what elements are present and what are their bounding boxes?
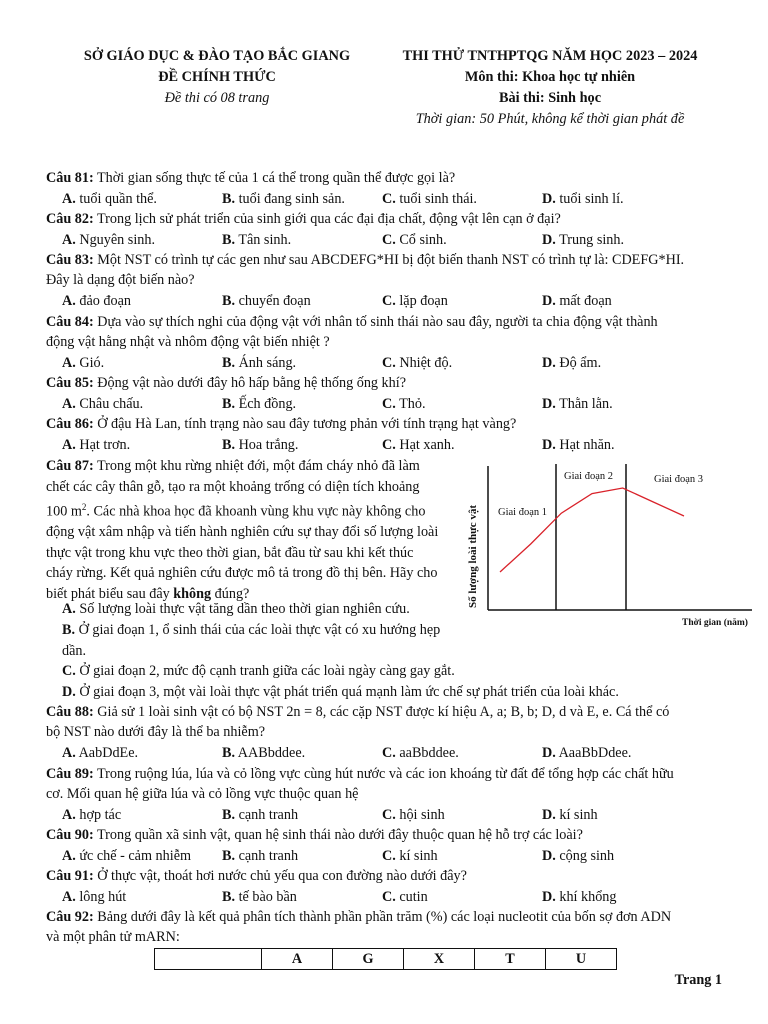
question-92-line2: và một phân tử mARN: <box>46 929 180 945</box>
question-81 <box>46 168 736 189</box>
header-right <box>370 46 730 130</box>
question-87: Câu 87: Trong một khu rừng nhiệt đới, một đám cháy nhỏ đã làm chết các cây thân gỗ, tạo ra một khoảng trống có diện tích khoảng 100 $m^2$. Các nhà khoa học đã khoanh vùng khu vực này không cho động vật xâm nhập và tiến hành nghiên cứu sự thay đổi số lượng loài thực vật trong khu vực theo thời gian, bắt đầu từ sau khi kết thúc cháy rừng. Kết quả nghiên cứu được mô tả trong đồ thị bên. Hãy cho biết phát biểu sau đây không đúng? <box>46 458 439 602</box>
option-d: D. khí khổng <box>542 889 617 905</box>
question-92: Câu 92: Bảng dưới đây là kết quả phân tích thành phần phần trăm (%) các loại nucleotit của bốn sợ đơn ADN <box>46 909 672 925</box>
question-89-line2: cơ. Mối quan hệ giữa lúa và cỏ lồng vực thuộc quan hệ <box>46 786 359 802</box>
table-header-cell: A <box>262 949 333 970</box>
option-b: B. tuổi đang sinh sản. <box>222 191 345 207</box>
table-header-cell: U <box>546 949 617 970</box>
y-axis-label: Số lượng loài thực vật <box>467 504 479 608</box>
option-a: A. Hạt trơn. <box>62 437 131 453</box>
table-header-row <box>155 949 617 970</box>
option-c: C. Nhiệt độ. <box>382 355 453 371</box>
option-d: D. cộng sinh <box>542 848 615 864</box>
official-label: ĐỀ CHÍNH THỨC <box>158 69 276 85</box>
option-a: A. đảo đoạn <box>62 293 131 309</box>
option-87-a: A. Số lượng loài thực vật tăng dần theo thời gian nghiên cứu. <box>62 601 410 617</box>
question-82: Câu 82: Trong lịch sử phát triển của sinh giới qua các đại địa chất, động vật lên cạn ở đại? <box>46 211 561 227</box>
question-83-line2: Đây là dạng đột biến nào? <box>46 272 195 288</box>
option-d: D. Trung sinh. <box>542 232 625 248</box>
question-88-line2: bộ NST nào dưới đây là thể ba nhiễm? <box>46 724 266 740</box>
option-d: D. kí sinh <box>542 807 598 823</box>
stage-2-label: Giai đoạn 2 <box>564 471 613 482</box>
test-name: Bài thi: Sinh học <box>498 90 602 106</box>
option-a: A. Châu chấu. <box>62 396 144 412</box>
options-84 <box>62 353 742 373</box>
option-d: D. mất đoạn <box>542 293 612 309</box>
stage-3-label: Giai đoạn 3 <box>654 474 703 485</box>
option-a: A. lông hút <box>62 889 127 905</box>
table-header-cell <box>155 949 262 970</box>
option-c: C. cutin <box>382 889 428 905</box>
table-header-cell: T <box>475 949 546 970</box>
option-a: A. hợp tác <box>62 807 122 823</box>
department-name: SỞ GIÁO DỤC & ĐÀO TẠO BẮC GIANG <box>83 48 351 64</box>
option-a: A. AabDdEe. <box>62 745 139 761</box>
option-b: B. cạnh tranh <box>222 807 299 823</box>
question-86: Câu 86: Ở đậu Hà Lan, tính trạng nào sau đây tương phản với tính trạng hạt vàng? <box>46 416 517 432</box>
nucleotide-table <box>154 948 617 970</box>
exam-title: THI THỬ TNTHPTQG NĂM HỌC 2023 – 2024 <box>402 48 698 64</box>
question-text: Thời gian sống thực tế của 1 cá thể trong quần thể được gọi là? <box>93 170 456 186</box>
question-84: Câu 84: Dựa vào sự thích nghi của động vật với nhân tố sinh thái nào sau đây, người ta chia động vật thành <box>46 314 658 330</box>
option-c: C. lặp đoạn <box>382 293 448 309</box>
option-c: C. kí sinh <box>382 848 438 864</box>
question-label: Câu 81: <box>46 170 94 186</box>
header-left <box>42 46 392 109</box>
question-85: Câu 85: Động vật nào dưới đây hô hấp bằng hệ thống ống khí? <box>46 375 406 391</box>
option-a: A. tuổi quần thể. <box>62 191 157 207</box>
option-b: B. chuyển đoạn <box>222 293 311 309</box>
page-number: Trang 1 <box>674 972 722 988</box>
option-b: B. cạnh tranh <box>222 848 299 864</box>
option-c: C. Cổ sinh. <box>382 232 447 248</box>
question-88: Câu 88: Giả sử 1 loài sinh vật có bộ NST 2n = 8, các cặp NST được kí hiệu A, a; B, b; D, d và E, e. Cá thể có <box>46 704 670 720</box>
question-84-line2: động vật hằng nhật và nhôm động vật biến nhiệt ? <box>46 334 330 350</box>
options-83 <box>62 291 742 311</box>
option-b: B. Ánh sáng. <box>222 355 297 371</box>
option-87-c: C. Ở giai đoạn 2, mức độ cạnh tranh giữa các loài ngày càng gay gắt. <box>62 663 455 679</box>
option-87-d: D. Ở giai đoạn 3, một vài loài thực vật phát triển quá mạnh làm ức chế sự phát triển của loài khác. <box>62 684 619 700</box>
question-91: Câu 91: Ở thực vật, thoát hơi nước chủ yếu qua con đường nào dưới đây? <box>46 868 467 884</box>
option-a: A. Nguyên sinh. <box>62 232 156 248</box>
option-c: C. Thỏ. <box>382 396 426 412</box>
option-a: A. ức chế - cảm nhiễm <box>62 848 192 864</box>
options-81 <box>62 189 742 209</box>
option-d: D. AaaBbDdee. <box>542 745 632 761</box>
time-limit: Thời gian: 50 Phút, không kể thời gian phát đề <box>415 111 685 127</box>
species-chart <box>460 458 760 630</box>
options-90 <box>62 846 742 866</box>
option-b: B. Hoa trắng. <box>222 437 299 453</box>
option-b: B. tế bào bần <box>222 889 297 905</box>
option-c: C. tuổi sinh thái. <box>382 191 477 207</box>
option-b: B. Ếch đồng. <box>222 396 297 412</box>
question-90: Câu 90: Trong quần xã sinh vật, quan hệ sinh thái nào dưới đây thuộc quan hệ hỗ trợ các loài? <box>46 827 583 843</box>
options-89 <box>62 805 742 825</box>
options-86 <box>62 435 742 455</box>
option-d: D. Độ ẩm. <box>542 355 602 371</box>
table-header-cell: X <box>404 949 475 970</box>
option-c: C. hội sinh <box>382 807 445 823</box>
option-d: D. Hạt nhăn. <box>542 437 615 453</box>
question-89: Câu 89: Trong ruộng lúa, lúa và cỏ lồng vực cùng hút nước và các ion khoáng từ đất để tổng hợp các chất hữu <box>46 766 674 782</box>
stage-1-label: Giai đoạn 1 <box>498 507 547 518</box>
species-curve <box>500 488 684 572</box>
options-91 <box>62 887 742 907</box>
options-85 <box>62 394 742 414</box>
option-b: B. AABbddee. <box>222 745 306 761</box>
option-c: C. aaBbddee. <box>382 745 459 761</box>
option-b: B. Tân sinh. <box>222 232 292 248</box>
option-a: A. Gió. <box>62 355 105 371</box>
x-axis-label: Thời gian (năm) <box>682 618 748 628</box>
option-87-b: B. Ở giai đoạn 1, ổ sinh thái của các loài thực vật có xu hướng hẹp dần. <box>62 622 441 659</box>
page-count: Đề thi có 08 trang <box>164 90 270 106</box>
option-d: D. tuổi sinh lí. <box>542 191 624 207</box>
question-83: Câu 83: Một NST có trình tự các gen như sau ABCDEFG*HI bị đột biến thanh NST có trình tự là: CDEFG*HI. <box>46 252 685 268</box>
option-c: C. Hạt xanh. <box>382 437 455 453</box>
subject: Môn thi: Khoa học tự nhiên <box>464 69 636 85</box>
options-82 <box>62 230 742 250</box>
table-header-cell: G <box>333 949 404 970</box>
options-88 <box>62 743 742 763</box>
option-d: D. Thằn lằn. <box>542 396 613 412</box>
